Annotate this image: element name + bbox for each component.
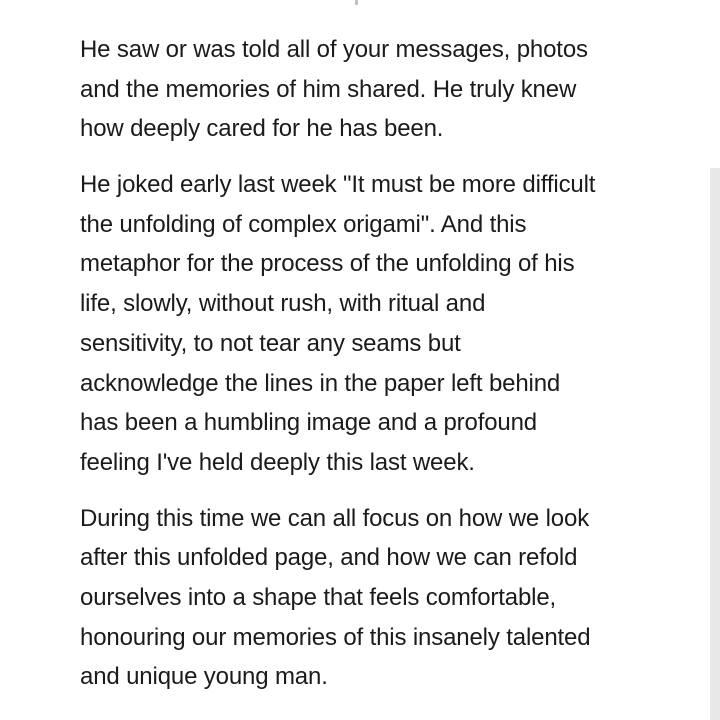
text-line: has been a humbling image and a profound [80,409,538,437]
text-line: life, slowly, without rush, with ritual and [80,290,486,318]
text-line: ourselves into a shape that feels comfortable, [80,583,557,611]
text-line: acknowledge the lines in the paper left behind [80,369,561,397]
text-line: how deeply cared for he has been. [80,115,444,143]
text-line: He joked early last week "It must be more difficult [80,171,596,199]
text-line: and the memories of him shared. He truly knew [80,75,577,103]
text-line: after this unfolded page, and how we can refold [80,544,578,572]
document-body [80,30,680,713]
text-line: feeling I've held deeply this last week. [80,448,475,476]
paragraph-1 [80,30,680,149]
page-mark [355,0,358,5]
text-line: metaphor for the process of the unfolding of his [80,250,575,278]
paragraph-2 [80,165,680,483]
text-line: sensitivity, to not tear any seams but [80,329,461,357]
text-line: honouring our memories of this insanely talented [80,623,591,651]
text-line: and unique young man. [80,663,328,691]
paragraph-3 [80,499,680,697]
text-line: He saw or was told all of your messages, photos [80,36,588,63]
text-line: During this time we can all focus on how we look [80,504,590,532]
text-line: the unfolding of complex origami". And this [80,210,527,238]
scrollbar[interactable] [710,168,720,720]
